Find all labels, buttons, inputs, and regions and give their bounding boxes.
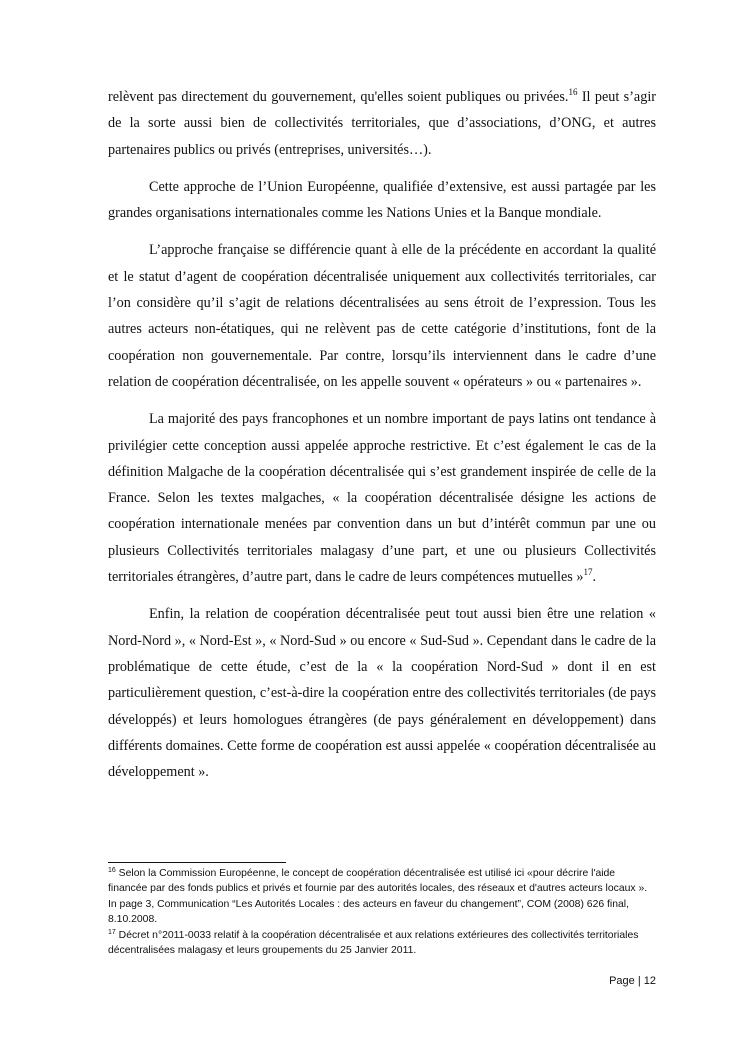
footnote-17-text: Décret n°2011-0033 relatif à la coopération décentralisée et aux relations extérieures des collectivités territoriales décentralisées malagasy et leurs groupements du 25 Janvier 2011. <box>108 929 639 957</box>
footnote-17-number: 17 <box>108 928 116 936</box>
footnote-16-text: Selon la Commission Européenne, le concept de coopération décentralisée est utilisé ici «pour décrire l'aide financée par des fonds publics et privés et fournie par des autorités locales, des réseaux et d'autres acteurs locaux ». In page 3, Communication “Les Autorités Locales : des acteurs en faveur du changement”, COM (2008) 626 final, 8.10.2008. <box>108 868 648 926</box>
paragraph-4 <box>108 406 656 590</box>
footnote-ref-16[interactable]: 16 <box>568 87 578 97</box>
paragraph-4-text: La majorité des pays francophones et un nombre important de pays latins ont tendance à privilégier cette conception aussi appelée approche restrictive. Et c’est également le cas de la définition Malgache de la coopération décentralisée qui s’est grandement inspirée de celle de la France. Selon les textes malgaches, « la coopération décentralisée désigne les actions de coopération internationale menées par convention dans un but d’intérêt commun par une ou plusieurs Collectivités territoriales malagasy d’une part, et une ou plusieurs Collectivités territoriales étrangères, d’autre part, dans le cadre de leurs compétences mutuelles » <box>108 411 656 586</box>
body-text <box>108 84 656 796</box>
footnote-17 <box>108 928 656 959</box>
paragraph-5: Enfin, la relation de coopération décentralisée peut tout aussi bien être une relation « Nord-Nord », « Nord-Est », « Nord-Sud » ou encore « Sud-Sud ». Cependant dans le cadre de la problématique de cette étude, c’est de la « la coopération Nord-Sud » dont il en est particulièrement question, c’est-à-dire la coopération entre des collectivités territoriales (de pays développés) et leurs homologues étrangères (de pays généralement en développement) dans différents domaines. Cette forme de coopération est aussi appelée « coopération décentralisée au développement ». <box>108 606 656 781</box>
paragraph-1 <box>108 84 656 163</box>
page-label: Page <box>609 975 635 987</box>
paragraph-1-text: relèvent pas directement du gouvernement, qu'elles soient publiques ou privées. <box>108 89 569 105</box>
footnote-16-number: 16 <box>108 867 116 874</box>
paragraph-1-text-cont: Il peut s’agir de la sorte aussi bien de collectivités territoriales, que d’associations, d’ONG, et autres partenaires publics ou privés (entreprises, universités…). <box>108 89 656 158</box>
paragraph-4-text-cont: . <box>592 569 597 586</box>
paragraph-3: L’approche française se différencie quant à elle de la précédente en accordant la qualité et le statut d’agent de coopération décentralisée uniquement aux collectivités territoriales, car l’on considère qu’il s’agit de relations décentralisées au sens étroit de l’expression. Tous les autres acteurs non-étatiques, qui ne relèvent pas de cette catégorie d’institutions, font de la coopération non gouvernementale. Par contre, lorsqu’ils interviennent dans le cadre d’une relation de coopération décentralisée, on les appelle souvent « opérateurs » ou « partenaires ». <box>108 242 656 390</box>
page-separator: | <box>637 975 641 987</box>
footnote-separator <box>108 862 286 863</box>
footnote-ref-17[interactable]: 17 <box>583 567 593 578</box>
footnotes <box>108 866 656 958</box>
footnote-16 <box>108 866 656 928</box>
paragraph-2: Cette approche de l’Union Européenne, qualifiée d’extensive, est aussi partagée par les grandes organisations internationales comme les Nations Unies et la Banque mondiale. <box>108 178 656 222</box>
page-number: 12 <box>643 975 656 987</box>
page-footer <box>609 975 656 987</box>
